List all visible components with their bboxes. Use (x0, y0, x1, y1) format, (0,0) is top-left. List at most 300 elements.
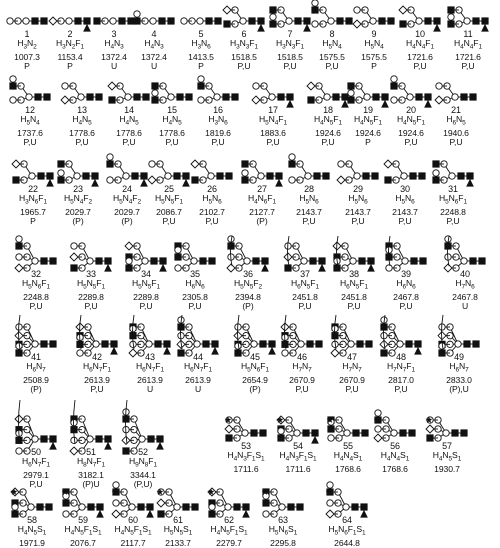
fucose-triangle-icon (147, 511, 153, 517)
hexose-circle-icon (113, 482, 119, 488)
hexose-circle-icon (436, 83, 442, 89)
mass-label: 1768.6 (382, 463, 408, 474)
structure-number-label: 41 (31, 352, 41, 362)
glycan-structure-16 (196, 78, 240, 147)
glycan-diagram (379, 313, 423, 353)
glycan-diagram (207, 480, 251, 516)
hexose-circle-icon (386, 265, 392, 271)
fucose-triangle-icon (262, 265, 268, 271)
glcnac-square-icon (44, 94, 50, 100)
mass-label: 2289.8 (133, 291, 159, 302)
structure-number-label: 37 (300, 269, 310, 279)
composition-label: $H_4N_5F_1S_1$ (210, 524, 248, 538)
source-label: P,U (237, 60, 251, 71)
hexose-circle-icon (258, 173, 264, 179)
structure-number-label: 5 (198, 29, 204, 39)
glycan-structure-64 (325, 480, 369, 548)
glycan-diagram (330, 313, 374, 353)
structure-number-label: 63 (278, 515, 288, 525)
hexose-circle-icon (461, 258, 467, 264)
composition-label: $H_3N_3F_1$ (276, 38, 304, 52)
glycan-diagram (398, 2, 442, 30)
source-label: P,U (302, 215, 316, 226)
glcnac-square-icon (87, 94, 93, 100)
glycan-structure-28 (287, 155, 331, 226)
mass-label: 2127.7 (249, 206, 275, 217)
glcnac-square-icon (157, 436, 163, 442)
fucose-triangle-icon (319, 265, 325, 271)
mass-label: 2143.7 (296, 206, 322, 217)
mass-label: 2644.8 (334, 537, 360, 548)
mass-label: 1413.5 (188, 51, 214, 62)
hexose-circle-icon (328, 435, 334, 441)
galnac-diamond-icon (223, 6, 231, 14)
glycan-diagram (280, 313, 324, 353)
composition-label: $H_3N_6$ (191, 38, 211, 52)
composition-label: $H_4N_5$ (72, 114, 92, 128)
glycan-diagram (69, 398, 113, 448)
source-label: P (67, 60, 73, 71)
mass-label: 2508.9 (23, 374, 49, 385)
hexose-circle-icon (10, 97, 16, 103)
galnac-diamond-icon (148, 176, 156, 184)
glcnac-square-icon (415, 341, 421, 347)
glcnac-square-icon (262, 258, 268, 264)
glcnac-square-icon (134, 94, 140, 100)
hexose-circle-icon (464, 18, 470, 24)
glcnac-square-icon (96, 436, 102, 442)
source-label: (P) (72, 215, 84, 226)
fucose-triangle-icon (183, 180, 189, 186)
composition-label: $H_5N_4F_1$ (259, 114, 287, 128)
source-label: P,U (29, 300, 43, 311)
glycan-structure-24 (105, 155, 149, 226)
glycan-structure-25 (147, 155, 191, 226)
source-label: P,U (413, 60, 427, 71)
glycan-diagram (60, 78, 104, 106)
source-label: P,U (399, 300, 413, 311)
glycan-structure-47 (330, 313, 374, 394)
glycan-structure-6 (222, 2, 266, 71)
glcnac-square-icon (177, 94, 183, 100)
hexose-circle-icon (28, 504, 34, 510)
glcnac-square-icon (388, 18, 394, 24)
glcnac-square-icon (46, 504, 52, 510)
glycan-diagram (434, 78, 478, 106)
hexose-circle-icon (240, 18, 246, 24)
composition-label: $H_5N_4$ (322, 38, 342, 52)
glycan-structure-50 (14, 398, 58, 489)
glcnac-square-icon (287, 94, 293, 100)
source-label: P,U (283, 60, 297, 71)
glycan-diagram (179, 2, 223, 30)
glcnac-square-icon (75, 18, 81, 24)
structure-number-label: 15 (167, 105, 177, 115)
fucose-triangle-icon (111, 348, 117, 354)
glycan-structure-13 (60, 78, 104, 147)
structure-number-label: 47 (347, 352, 357, 362)
fucose-triangle-icon (312, 437, 318, 443)
glcnac-square-icon (473, 341, 479, 347)
glcnac-square-icon (409, 430, 415, 436)
source-label: (P)U (82, 478, 100, 489)
glcnac-square-icon (226, 435, 232, 441)
glcnac-square-icon (178, 350, 184, 356)
glycan-diagram (446, 2, 490, 30)
glcnac-square-icon (123, 448, 129, 454)
hexose-circle-icon (263, 511, 269, 517)
mass-label: 1778.6 (116, 127, 142, 138)
hexose-circle-icon (350, 258, 356, 264)
glcnac-square-icon (35, 94, 41, 100)
glcnac-square-icon (382, 94, 388, 100)
glycan-structure-63 (261, 480, 305, 548)
source-label: P,U (205, 215, 219, 226)
galnac-diamond-icon (70, 253, 78, 261)
hexose-circle-icon (165, 173, 171, 179)
glycan-diagram (196, 78, 240, 106)
structure-number-label: 28 (304, 184, 314, 194)
galnac-diamond-icon (353, 20, 361, 28)
glcnac-square-icon (448, 7, 454, 13)
composition-label: $H_4N_5$ (162, 114, 182, 128)
glycan-structure-8 (310, 2, 354, 71)
galnac-diamond-icon (337, 176, 345, 184)
hexose-circle-icon (126, 258, 132, 264)
glcnac-square-icon (200, 258, 206, 264)
hexose-circle-icon (269, 94, 275, 100)
mass-label: 2451.8 (341, 291, 367, 302)
composition-label: $H_4N_6F_1$ (248, 193, 276, 207)
glycan-structure-34 (124, 234, 168, 311)
glycan-diagram (105, 155, 149, 185)
structure-number-label: 48 (396, 352, 406, 362)
fucose-triangle-icon (157, 443, 163, 449)
mass-label: 3182.1 (78, 469, 104, 480)
source-label: (P) (249, 383, 261, 394)
structure-number-label: 64 (342, 515, 352, 525)
source-label: U (150, 60, 158, 71)
composition-label: $H_4N_5S_1$ (432, 450, 462, 464)
glycan-diagram (124, 234, 168, 270)
hexose-circle-icon (370, 18, 376, 24)
glycan-structure-59 (61, 480, 105, 548)
hexose-circle-icon (10, 76, 16, 82)
mass-label: 2654.9 (242, 374, 268, 385)
composition-label: $H_6N_7$ (26, 361, 46, 375)
glycan-structure-55 (326, 410, 370, 474)
source-label: P,U (449, 136, 463, 147)
source-label: (P) (30, 383, 42, 394)
hexose-circle-icon (139, 436, 145, 442)
fucose-triangle-icon (382, 101, 388, 107)
structure-number-label: 21 (451, 105, 461, 115)
hexose-circle-icon (294, 430, 300, 436)
hexose-circle-icon (278, 428, 284, 434)
mass-label: 1721.6 (455, 51, 481, 62)
glycan-structure-20 (389, 78, 433, 147)
source-label: P,U (404, 136, 418, 147)
glcnac-square-icon (333, 94, 339, 100)
hexose-circle-icon (150, 18, 156, 24)
glycan-diagram (437, 313, 481, 353)
glycan-diagram (373, 410, 417, 442)
mass-label: 2029.7 (114, 206, 140, 217)
composition-label: $H_5N_5F_1$ (132, 278, 160, 292)
glycan-structure-45 (233, 313, 277, 394)
glcnac-square-icon (206, 18, 212, 24)
glcnac-square-icon (269, 341, 275, 347)
glycan-diagram (56, 155, 100, 185)
glcnac-square-icon (147, 504, 153, 510)
source-label: P,U (139, 300, 153, 311)
fucose-triangle-icon (243, 511, 249, 517)
glycan-diagram (14, 234, 58, 270)
composition-label: $H_5N_6$ (202, 193, 222, 207)
glycan-diagram (107, 78, 151, 106)
hexose-circle-icon (194, 341, 200, 347)
glcnac-square-icon (41, 18, 47, 24)
glycan-diagram (224, 410, 268, 442)
hexose-circle-icon (312, 0, 318, 6)
mass-label: 1711.6 (233, 463, 259, 474)
composition-label: $H_5N_4$ (20, 114, 40, 128)
source-label: P,U (398, 215, 412, 226)
glycan-diagram (75, 313, 119, 353)
hexose-circle-icon (324, 94, 330, 100)
glycan-diagram (10, 480, 54, 516)
fucose-triangle-icon (415, 348, 421, 354)
mass-label: 2670.9 (339, 374, 365, 385)
mass-label: 1819.6 (205, 127, 231, 138)
glycan-structure-29 (336, 155, 380, 226)
glycan-diagram (251, 78, 295, 106)
glycan-diagram (383, 155, 427, 185)
composition-label: $H_9N_8F_1$ (129, 456, 157, 470)
structure-number-label: 43 (145, 352, 155, 362)
hexose-circle-icon (452, 94, 458, 100)
glycan-diagram (121, 398, 165, 448)
composition-label: $H_3N_3F_1$ (230, 38, 258, 52)
source-label: (P) (242, 300, 254, 311)
glcnac-square-icon (203, 341, 209, 347)
glcnac-square-icon (452, 430, 458, 436)
glycan-structure-51 (69, 398, 113, 489)
glycan-structure-32 (14, 234, 58, 311)
composition-label: $H_6N_7F_1$ (184, 361, 212, 375)
structure-number-label: 36 (243, 269, 253, 279)
mass-label: 1930.7 (434, 463, 460, 474)
composition-label: $H_7N_7$ (342, 361, 362, 375)
structure-number-label: 7 (287, 29, 293, 39)
mass-label: 2279.7 (216, 537, 242, 548)
glcnac-square-icon (373, 94, 379, 100)
glcnac-square-icon (427, 435, 433, 441)
glycan-structure-56 (373, 410, 417, 474)
composition-label: $H_4N_3$ (104, 38, 124, 52)
hexose-circle-icon (242, 430, 248, 436)
composition-label: $H_5N_5F_1$ (155, 193, 183, 207)
glycan-structure-43 (128, 313, 172, 394)
mass-label: 1924.6 (398, 127, 424, 138)
glcnac-square-icon (285, 265, 291, 271)
hexose-circle-icon (416, 18, 422, 24)
glcnac-square-icon (406, 341, 412, 347)
glycan-diagram (431, 155, 475, 185)
composition-label: $H_4N_5F_1S_1$ (114, 524, 152, 538)
structure-number-label: 55 (343, 441, 353, 451)
mass-label: 2086.7 (156, 206, 182, 217)
source-label: P,U (29, 478, 43, 489)
glcnac-square-icon (470, 258, 476, 264)
hexose-circle-icon (305, 173, 311, 179)
composition-label: $H_5N_4$ (364, 38, 384, 52)
mass-label: 1575.5 (319, 51, 345, 62)
composition-label: $H_4N_5$ (119, 114, 139, 128)
glycan-structure-21 (434, 78, 478, 147)
hexose-circle-icon (149, 161, 155, 167)
galnac-diamond-icon (384, 160, 392, 168)
structure-number-label: 56 (390, 441, 400, 451)
composition-label: $H_4N_4S_1$ (333, 450, 363, 464)
hexose-circle-icon (146, 341, 152, 347)
glcnac-square-icon (458, 173, 464, 179)
hexose-circle-icon (129, 504, 135, 510)
glycan-structure-19 (346, 78, 390, 147)
hexose-circle-icon (32, 436, 38, 442)
source-label: (P,U) (133, 478, 153, 489)
glcnac-square-icon (425, 94, 431, 100)
glcnac-square-icon (258, 18, 264, 24)
hexose-circle-icon (208, 173, 214, 179)
source-label: P,U (122, 136, 136, 147)
composition-label: $H_6N_5F_1$ (340, 278, 368, 292)
hexose-circle-icon (62, 83, 68, 89)
glcnac-square-icon (186, 94, 192, 100)
glycan-diagram (48, 2, 92, 30)
hexose-circle-icon (328, 18, 334, 24)
glcnac-square-icon (433, 161, 439, 167)
glcnac-square-icon (366, 341, 372, 347)
composition-label: $H_6N_7$ (449, 361, 469, 375)
glcnac-square-icon (232, 94, 238, 100)
glcnac-square-icon (310, 258, 316, 264)
glcnac-square-icon (314, 173, 320, 179)
mass-label: 1965.7 (20, 206, 46, 217)
composition-label: $H_7N_7$ (292, 361, 312, 375)
glcnac-square-icon (473, 18, 479, 24)
fucose-triangle-icon (361, 511, 367, 517)
glcnac-square-icon (160, 258, 166, 264)
hexose-circle-icon (142, 258, 148, 264)
source-label: P,U (75, 136, 89, 147)
glycan-diagram (240, 155, 284, 185)
glycan-structure-18 (306, 78, 350, 147)
hexose-circle-icon (209, 504, 215, 510)
hexose-circle-icon (286, 18, 292, 24)
hexose-circle-icon (402, 258, 408, 264)
hexose-circle-icon (107, 177, 113, 183)
glcnac-square-icon (312, 430, 318, 436)
source-label: (P),U (449, 383, 469, 394)
glycan-diagram (176, 313, 220, 353)
composition-label: $H_5N_6F_1$ (241, 361, 269, 375)
glycan-structure-2 (48, 2, 92, 71)
fucose-triangle-icon (105, 265, 111, 271)
glcnac-square-icon (260, 430, 266, 436)
glycan-diagram (384, 234, 428, 270)
glcnac-square-icon (164, 341, 170, 347)
glcnac-square-icon (105, 258, 111, 264)
glcnac-square-icon (461, 430, 467, 436)
composition-label: $H_7N_6$ (455, 278, 475, 292)
source-label: U (461, 300, 469, 311)
glycan-diagram (173, 234, 217, 270)
structure-number-label: 52 (138, 447, 148, 457)
fucose-triangle-icon (269, 348, 275, 354)
glcnac-square-icon (109, 97, 115, 103)
hexose-circle-icon (338, 161, 344, 167)
glycan-diagram (92, 2, 136, 30)
hexose-circle-icon (354, 173, 360, 179)
glycan-diagram (276, 410, 320, 442)
glycan-structure-60 (111, 480, 155, 548)
glycan-structure-62 (207, 480, 251, 548)
mass-label: 2143.7 (345, 206, 371, 217)
glcnac-square-icon (278, 94, 284, 100)
hexose-circle-icon (348, 341, 354, 347)
glcnac-square-icon (362, 430, 368, 436)
source-label: P,U (321, 136, 335, 147)
galnac-diamond-icon (252, 96, 260, 104)
structure-number-label: 42 (92, 352, 102, 362)
glcnac-square-icon (217, 173, 223, 179)
hexose-circle-icon (191, 258, 197, 264)
glcnac-square-icon (482, 18, 488, 24)
mass-label: 2467.8 (393, 291, 419, 302)
hexose-circle-icon (391, 97, 397, 103)
hexose-circle-icon (251, 341, 257, 347)
hexose-circle-icon (93, 341, 99, 347)
glycan-structure-52 (121, 398, 165, 489)
structure-number-label: 33 (86, 269, 96, 279)
hexose-circle-icon (175, 247, 181, 253)
hexose-circle-icon (71, 419, 77, 425)
glycan-structure-14 (107, 78, 151, 147)
source-label: P,U (351, 215, 365, 226)
hexose-circle-icon (354, 7, 360, 13)
glcnac-square-icon (174, 173, 180, 179)
hexose-circle-icon (270, 14, 276, 20)
glycan-structure-54 (276, 410, 320, 474)
fucose-triangle-icon (92, 180, 98, 186)
source-label: P,U (188, 300, 202, 311)
composition-label: $H_4N_5F_1$ (354, 114, 382, 128)
hexose-circle-icon (87, 258, 93, 264)
glcnac-square-icon (183, 173, 189, 179)
source-label: P,U (347, 300, 361, 311)
glcnac-square-icon (348, 83, 354, 89)
mass-label: 2133.7 (165, 537, 191, 548)
structure-number-label: 24 (122, 184, 132, 194)
mass-label: 2295.8 (270, 537, 296, 548)
glcnac-square-icon (38, 173, 44, 179)
composition-label: $H_4N_5F_1$ (397, 114, 425, 128)
galnac-diamond-icon (399, 6, 407, 14)
mass-label: 2613.9 (185, 374, 211, 385)
structure-number-label: 34 (141, 269, 151, 279)
glcnac-square-icon (416, 94, 422, 100)
